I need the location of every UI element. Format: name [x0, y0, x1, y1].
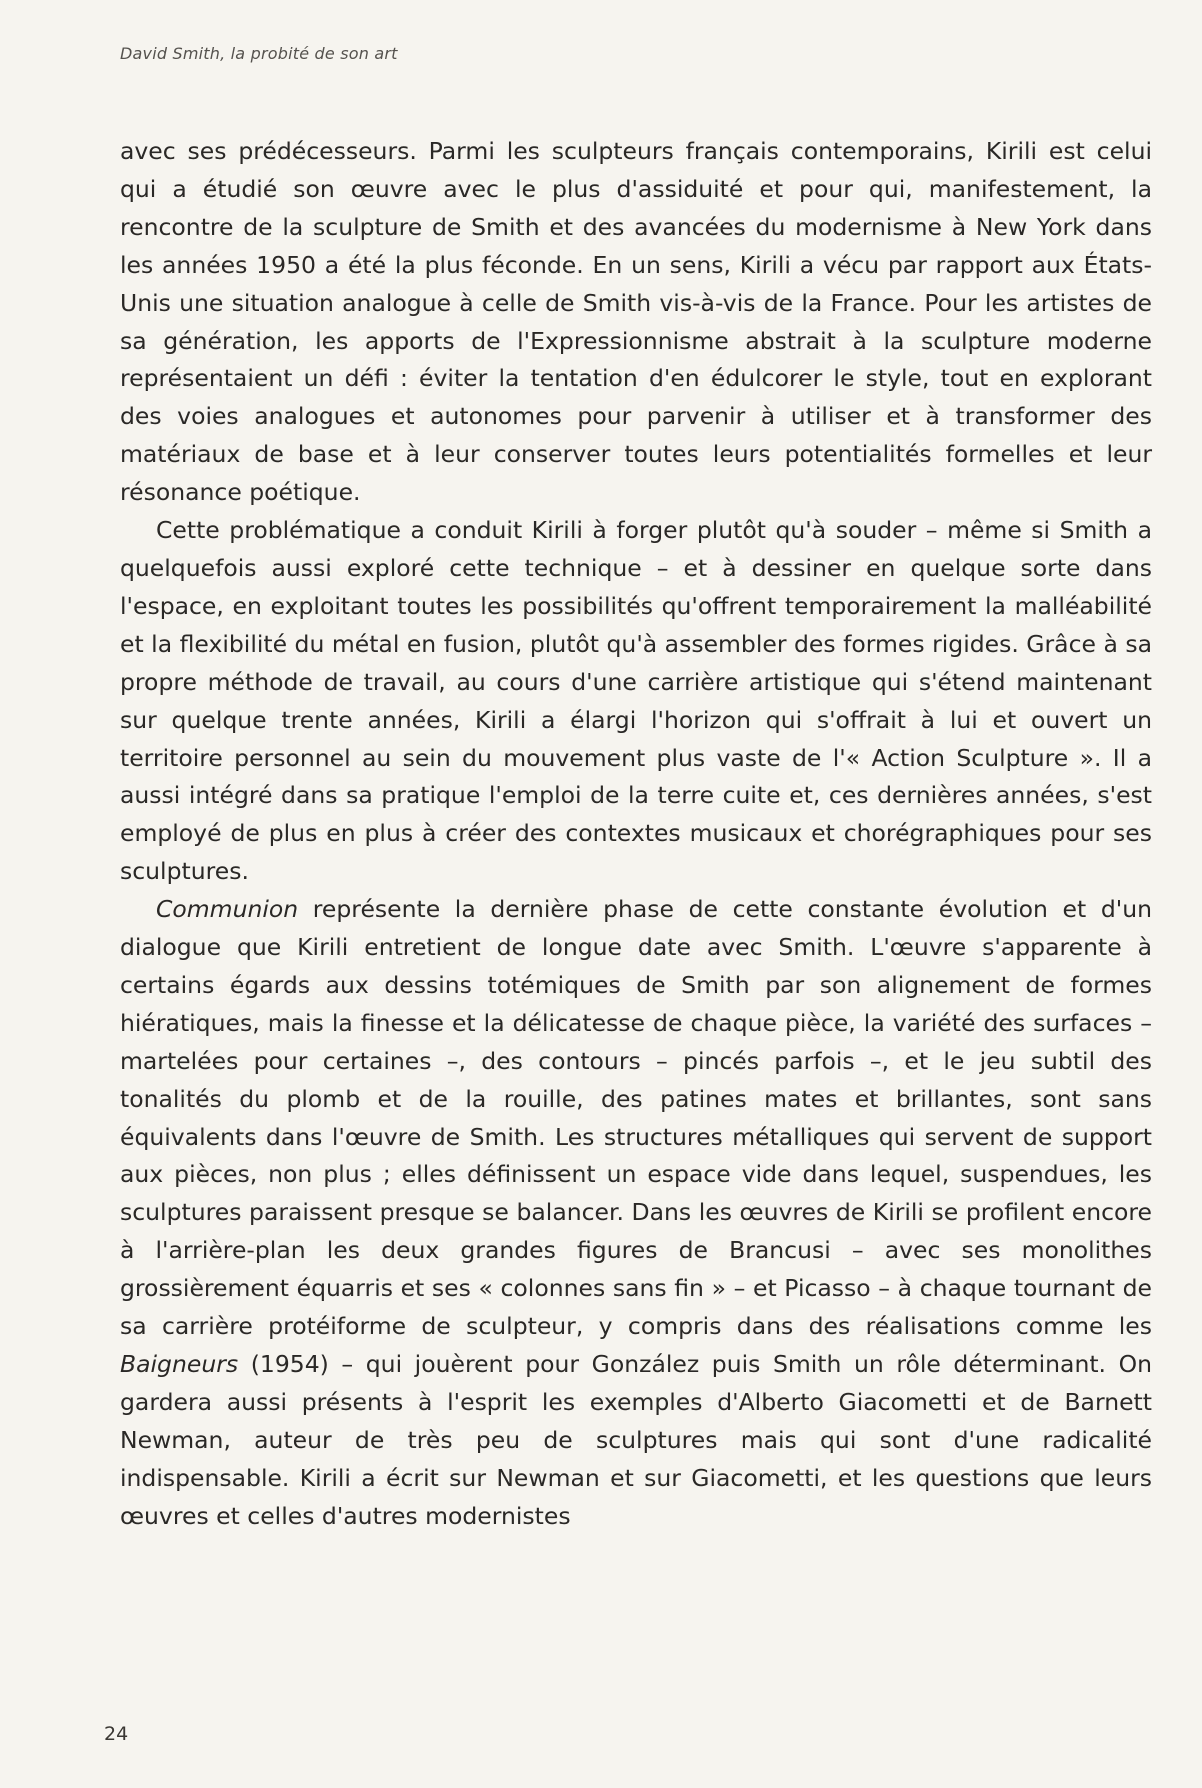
- page-number: 24: [104, 1723, 129, 1745]
- paragraph-3-text-a: représente la dernière phase de cette constante évolution et d'un dialogue que Kirili entretient de longue date avec Smith. L'œuvre s'apparente à certains égards aux dessins totémiques de Smith par son alignement de formes hiératiques, mais la finesse et la délicatesse de chaque pièce, la variété des surfaces – martelées pour certaines –, des contours – pincés parfois –, et le jeu subtil des tonalités du plomb et de la rouille, des patines mates et brillantes, sont sans équivalents dans l'œuvre de Smith. Les structures métalliques qui servent de support aux pièces, non plus ; elles définissent un espace vide dans lequel, suspendues, les sculptures paraissent presque se balancer. Dans les œuvres de Kirili se profilent encore à l'arrière-plan les deux grandes figures de Brancusi – avec ses monolithes grossièrement équarris et ses « colonnes sans fin » – et Picasso – à chaque tournant de sa carrière protéiforme de sculpteur, y compris dans des réalisations comme les: [120, 895, 1152, 1341]
- artwork-title-baigneurs: Baigneurs: [120, 1350, 239, 1378]
- body-text: [120, 133, 1152, 1536]
- paragraph-2: Cette problématique a conduit Kirili à forger plutôt qu'à souder – même si Smith a quelquefois aussi exploré cette technique – et à dessiner en quelque sorte dans l'espace, en exploitant toutes les possibilités qu'offrent temporairement la malléabilité et la flexibilité du métal en fusion, plutôt qu'à assembler des formes rigides. Grâce à sa propre méthode de travail, au cours d'une carrière artistique qui s'étend maintenant sur quelque trente années, Kirili a élargi l'horizon qui s'offrait à lui et ouvert un territoire personnel au sein du mouvement plus vaste de l'« Action Sculpture ». Il a aussi intégré dans sa pratique l'emploi de la terre cuite et, ces dernières années, s'est employé de plus en plus à créer des contextes musicaux et chorégraphiques pour ses sculptures.: [120, 516, 1152, 886]
- paragraph-3-text-b: (1954) – qui jouèrent pour González puis Smith un rôle déterminant. On gardera aussi présents à l'esprit les exemples d'Alberto Giacometti et de Barnett Newman, auteur de très peu de sculptures mais qui sont d'une radicalité indispensable. Kirili a écrit sur Newman et sur Giacometti, et les questions que leurs œuvres et celles d'autres modernistes: [120, 1350, 1152, 1530]
- paragraph-3: [120, 891, 1152, 1535]
- paragraph-1: avec ses prédécesseurs. Parmi les sculpteurs français contemporains, Kirili est celui qui a étudié son œuvre avec le plus d'assiduité et pour qui, manifestement, la rencontre de la sculpture de Smith et des avancées du modernisme à New York dans les années 1950 a été la plus féconde. En un sens, Kirili a vécu par rapport aux États-Unis une situation analogue à celle de Smith vis-à-vis de la France. Pour les artistes de sa génération, les apports de l'Expressionnisme abstrait à la sculpture moderne représentaient un défi : éviter la tentation d'en édulcorer le style, tout en explorant des voies analogues et autonomes pour parvenir à utiliser et à transformer des matériaux de base et à leur conserver toutes leurs potentialités formelles et leur résonance poétique.: [120, 137, 1152, 507]
- artwork-title-communion: Communion: [156, 895, 299, 924]
- running-header: David Smith, la probité de son art: [120, 44, 398, 63]
